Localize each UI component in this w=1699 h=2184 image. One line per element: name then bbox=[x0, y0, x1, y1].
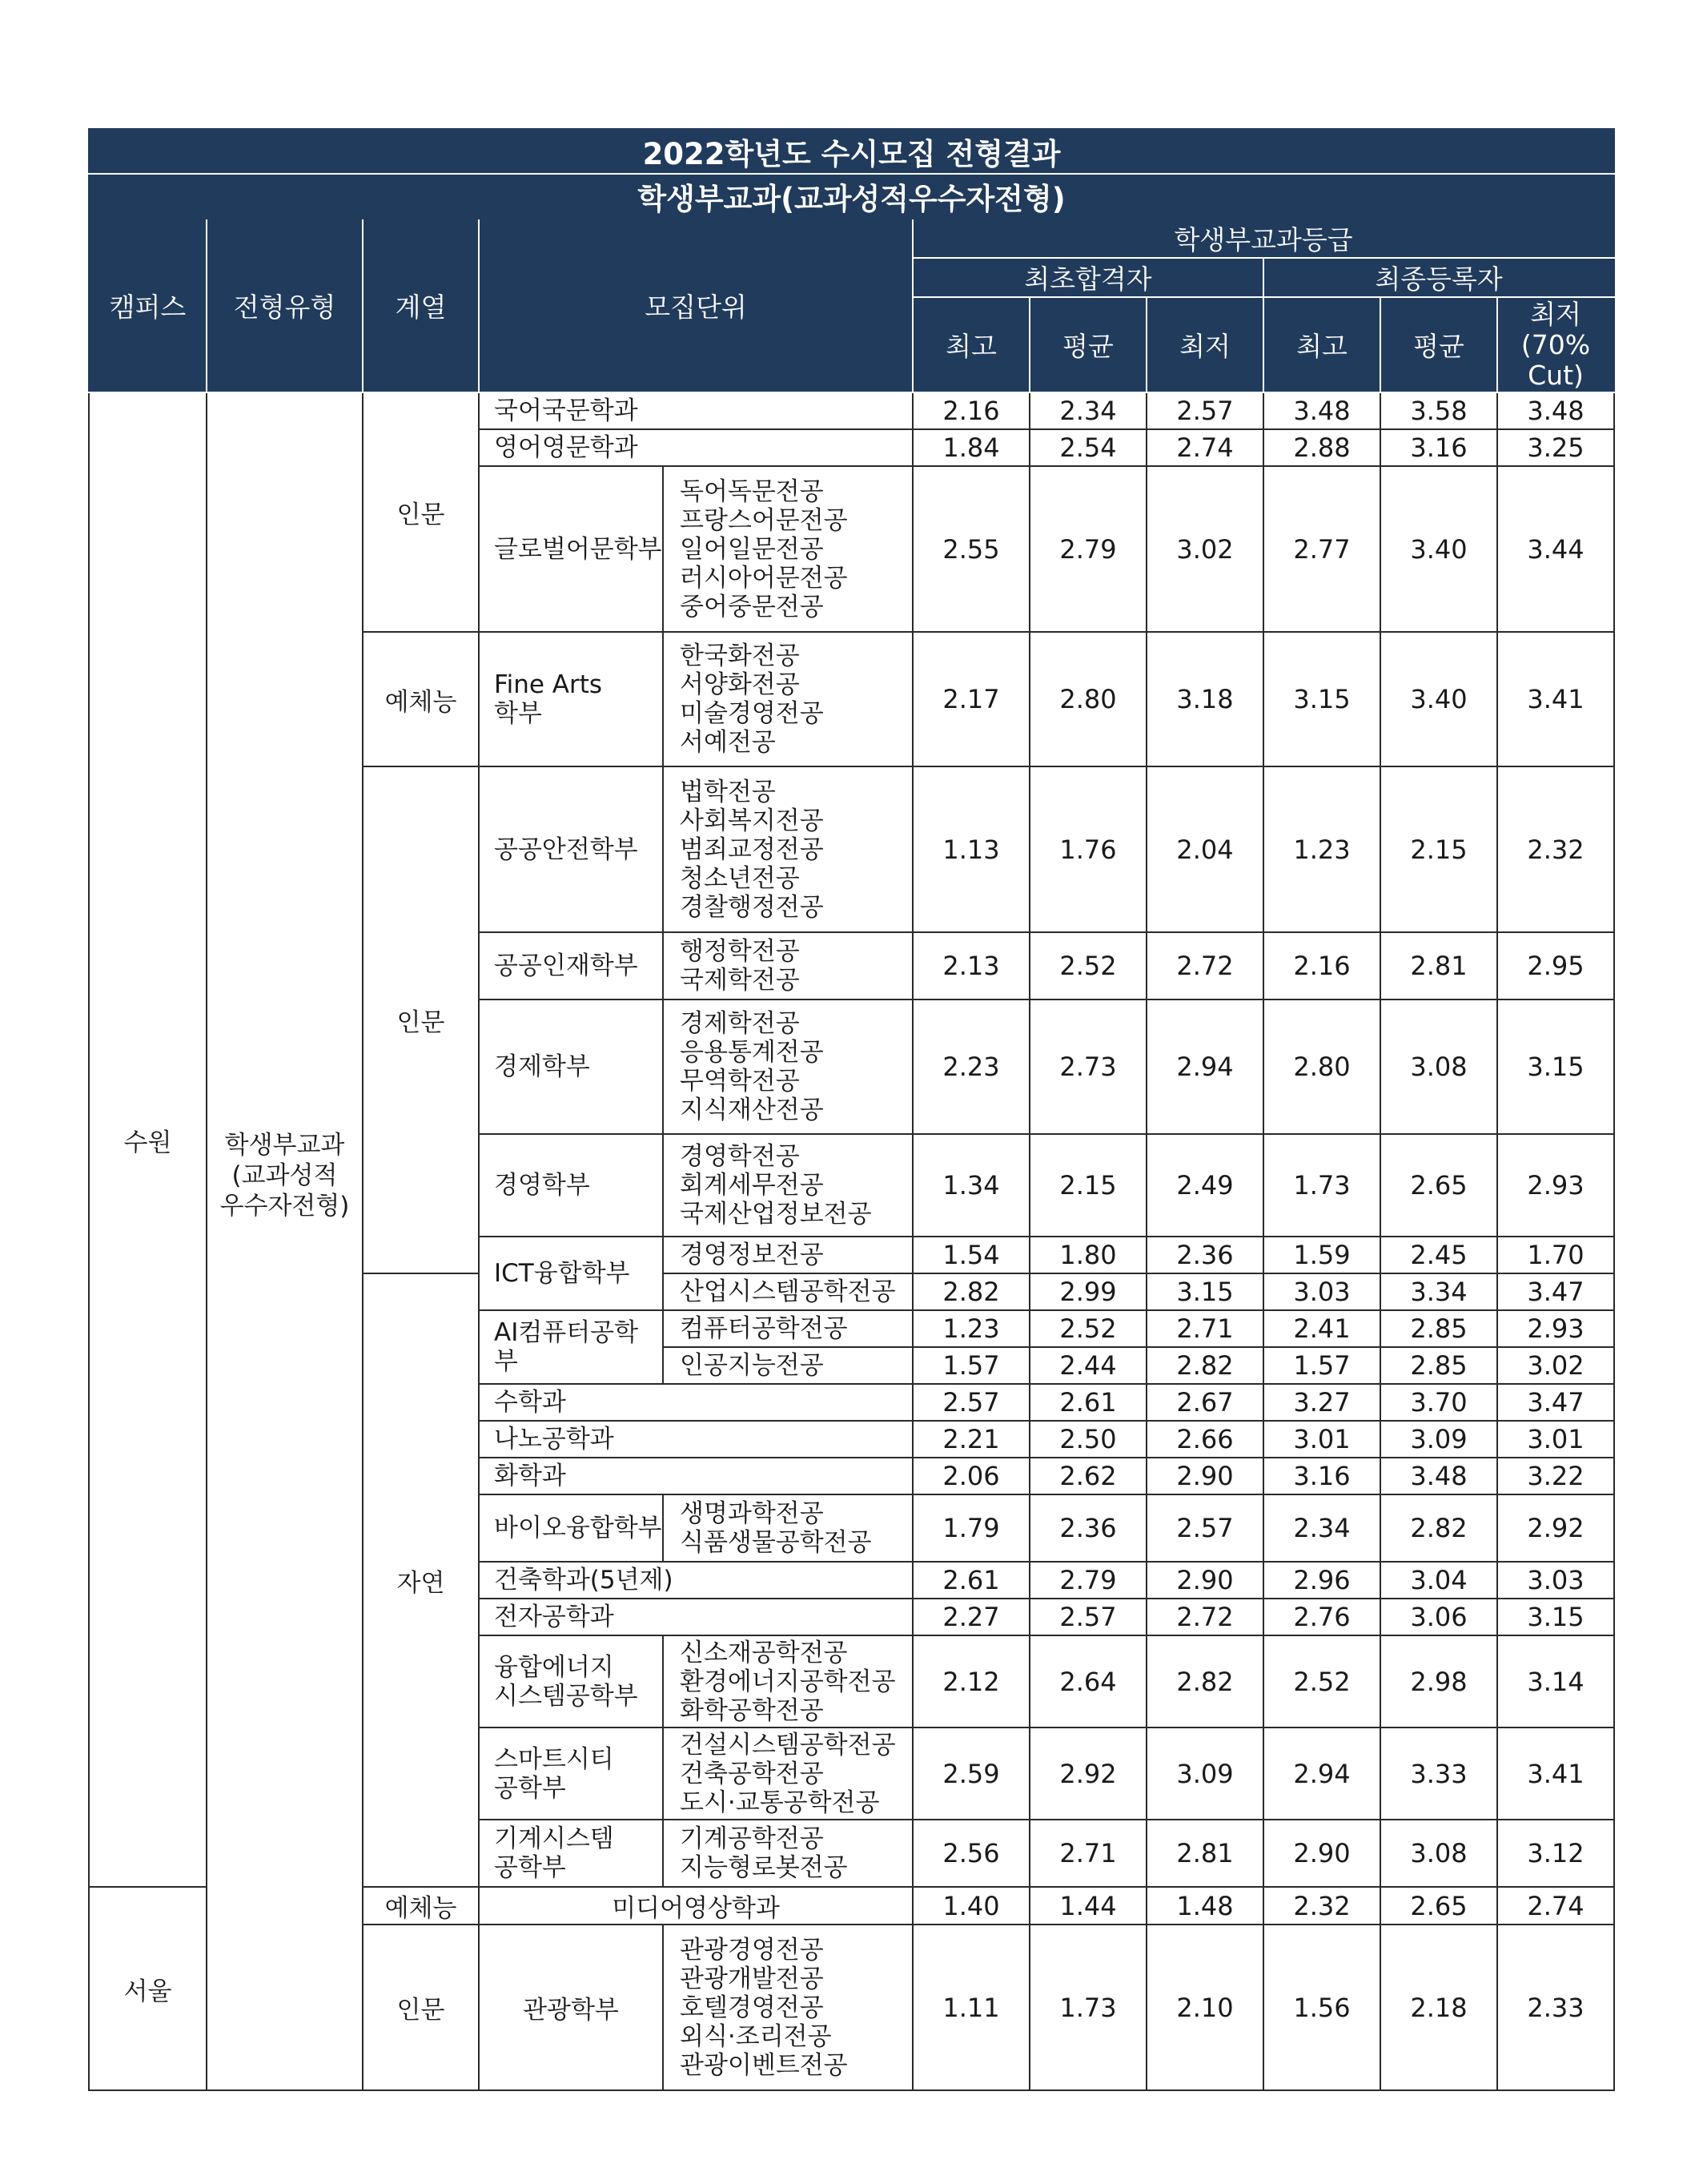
field-humanities-1: 인문 bbox=[363, 392, 479, 632]
value-first-avg: 2.61 bbox=[1030, 1384, 1147, 1421]
unit-name bbox=[479, 1635, 663, 1727]
value-final-max: 2.52 bbox=[1263, 1635, 1380, 1727]
field-humanities-3: 인문 bbox=[363, 1925, 479, 2090]
value-final-max: 3.48 bbox=[1263, 392, 1380, 429]
major-list bbox=[663, 632, 913, 766]
major-list bbox=[663, 1494, 913, 1562]
unit-name: 나노공학과 bbox=[479, 1421, 913, 1458]
unit-name-line: 기계시스템 bbox=[494, 1824, 614, 1853]
major-item: 화학공학전공 bbox=[680, 1695, 824, 1725]
major-item: 국제학전공 bbox=[680, 966, 800, 995]
major-item: 지능형로봇전공 bbox=[680, 1853, 848, 1882]
unit-name-line: 공학부 bbox=[494, 1773, 566, 1803]
value-first-avg: 2.73 bbox=[1030, 999, 1147, 1134]
value-final-avg: 3.40 bbox=[1380, 632, 1497, 766]
value-first-max: 1.23 bbox=[913, 1310, 1030, 1347]
value-first-max: 2.16 bbox=[913, 392, 1030, 429]
value-first-avg: 2.34 bbox=[1030, 392, 1147, 429]
major-item: 독어독문전공 bbox=[680, 477, 824, 506]
value-first-min: 2.82 bbox=[1147, 1347, 1263, 1384]
header-type: 전형유형 bbox=[207, 219, 363, 392]
value-final-avg: 2.82 bbox=[1380, 1494, 1497, 1562]
major-list bbox=[663, 932, 913, 999]
value-first-max: 2.55 bbox=[913, 466, 1030, 632]
value-first-avg: 2.80 bbox=[1030, 632, 1147, 766]
value-final-max: 3.15 bbox=[1263, 632, 1380, 766]
value-first-max: 2.12 bbox=[913, 1635, 1030, 1727]
major-item: 청소년전공 bbox=[680, 863, 800, 893]
unit-name: 건축학과(5년제) bbox=[479, 1562, 913, 1599]
header-campus: 캠퍼스 bbox=[89, 219, 207, 392]
major-list bbox=[663, 766, 913, 932]
value-final-max: 2.88 bbox=[1263, 429, 1380, 466]
value-first-avg: 2.15 bbox=[1030, 1134, 1147, 1237]
value-final-min70: 2.74 bbox=[1497, 1887, 1614, 1925]
value-first-max: 1.13 bbox=[913, 766, 1030, 932]
value-final-min70: 3.48 bbox=[1497, 392, 1614, 429]
admission-type-line: 학생부교과 bbox=[224, 1131, 345, 1160]
major-item: 미술경영전공 bbox=[680, 699, 824, 728]
header-grade-group: 학생부교과등급 bbox=[913, 219, 1614, 258]
value-final-min70: 2.32 bbox=[1497, 766, 1614, 932]
value-final-min70: 3.25 bbox=[1497, 429, 1614, 466]
unit-name-line: 융합에너지 bbox=[494, 1652, 614, 1682]
value-final-max: 3.16 bbox=[1263, 1458, 1380, 1494]
major-list bbox=[663, 466, 913, 632]
value-final-avg: 2.98 bbox=[1380, 1635, 1497, 1727]
value-first-max: 2.23 bbox=[913, 999, 1030, 1134]
value-final-max: 2.96 bbox=[1263, 1562, 1380, 1599]
major-item: 행정학전공 bbox=[680, 937, 800, 966]
value-final-min70: 3.01 bbox=[1497, 1421, 1614, 1458]
value-final-max: 2.34 bbox=[1263, 1494, 1380, 1562]
value-first-avg: 2.99 bbox=[1030, 1273, 1147, 1310]
major-item: 관광개발전공 bbox=[680, 1964, 824, 1993]
value-final-avg: 3.16 bbox=[1380, 429, 1497, 466]
major-item: 경제학전공 bbox=[680, 1009, 800, 1038]
value-first-min: 2.90 bbox=[1147, 1562, 1263, 1599]
value-first-min: 2.36 bbox=[1147, 1237, 1263, 1273]
major-item: 일어일문전공 bbox=[680, 534, 824, 564]
major-item: 프랑스어문전공 bbox=[680, 505, 848, 535]
value-final-avg: 3.58 bbox=[1380, 392, 1497, 429]
unit-name: 수학과 bbox=[479, 1384, 913, 1421]
unit-name: 경제학부 bbox=[479, 999, 663, 1134]
value-first-avg: 2.52 bbox=[1030, 1310, 1147, 1347]
unit-name bbox=[479, 632, 663, 766]
major-list bbox=[663, 1310, 913, 1347]
value-first-avg: 2.44 bbox=[1030, 1347, 1147, 1384]
value-first-min: 2.04 bbox=[1147, 766, 1263, 932]
admission-type-line: (교과성적 bbox=[231, 1161, 338, 1190]
unit-name: 전자공학과 bbox=[479, 1599, 913, 1635]
value-first-max: 2.13 bbox=[913, 932, 1030, 999]
unit-name: 글로벌어문학부 bbox=[479, 466, 663, 632]
major-item: 건축공학전공 bbox=[680, 1759, 824, 1788]
value-final-min70: 3.03 bbox=[1497, 1562, 1614, 1599]
major-item: 경영정보전공 bbox=[680, 1241, 824, 1269]
major-list bbox=[663, 1820, 913, 1887]
value-final-min70: 3.44 bbox=[1497, 466, 1614, 632]
value-first-max: 2.82 bbox=[913, 1273, 1030, 1310]
major-item: 러시아어문전공 bbox=[680, 563, 848, 593]
value-final-max: 2.80 bbox=[1263, 999, 1380, 1134]
value-final-avg: 2.65 bbox=[1380, 1134, 1497, 1237]
campus-seoul: 서울 bbox=[89, 1887, 207, 2090]
value-final-avg: 2.81 bbox=[1380, 932, 1497, 999]
table-row bbox=[89, 392, 1614, 429]
major-item: 신소재공학전공 bbox=[680, 1638, 848, 1667]
value-final-avg: 3.40 bbox=[1380, 466, 1497, 632]
value-final-min70: 3.22 bbox=[1497, 1458, 1614, 1494]
value-final-avg: 3.34 bbox=[1380, 1273, 1497, 1310]
major-item: 중어중문전공 bbox=[680, 592, 824, 621]
unit-name: 관광학부 bbox=[479, 1925, 663, 2090]
major-item: 국제산업정보전공 bbox=[680, 1200, 872, 1229]
major-list bbox=[663, 1925, 913, 2090]
value-first-min: 2.66 bbox=[1147, 1421, 1263, 1458]
value-final-avg: 2.18 bbox=[1380, 1925, 1497, 2090]
header-first-min: 최저 bbox=[1147, 297, 1263, 392]
value-first-min: 2.74 bbox=[1147, 429, 1263, 466]
major-item: 한국화전공 bbox=[680, 642, 800, 670]
major-list bbox=[663, 1347, 913, 1384]
major-item: 서양화전공 bbox=[680, 670, 800, 699]
value-first-avg: 2.36 bbox=[1030, 1494, 1147, 1562]
major-item: 경영학전공 bbox=[680, 1142, 800, 1171]
unit-name: 공공인재학부 bbox=[479, 932, 663, 999]
major-item: 사회복지전공 bbox=[680, 806, 824, 835]
value-first-min: 2.49 bbox=[1147, 1134, 1263, 1237]
campus-suwon: 수원 bbox=[89, 392, 207, 1887]
value-first-max: 2.17 bbox=[913, 632, 1030, 766]
header-min70-line3: Cut) bbox=[1528, 359, 1584, 391]
value-final-min70: 2.93 bbox=[1497, 1310, 1614, 1347]
value-final-avg: 2.65 bbox=[1380, 1887, 1497, 1925]
major-item: 건설시스템공학전공 bbox=[680, 1730, 896, 1760]
major-item: 관광경영전공 bbox=[680, 1935, 824, 1965]
field-humanities-2: 인문 bbox=[363, 766, 479, 1273]
value-final-max: 2.76 bbox=[1263, 1599, 1380, 1635]
unit-name: 경영학부 bbox=[479, 1134, 663, 1237]
value-first-min: 3.18 bbox=[1147, 632, 1263, 766]
value-first-min: 2.72 bbox=[1147, 932, 1263, 999]
value-first-max: 2.57 bbox=[913, 1384, 1030, 1421]
value-final-max: 2.94 bbox=[1263, 1727, 1380, 1820]
value-first-min: 2.10 bbox=[1147, 1925, 1263, 2090]
value-first-min: 2.94 bbox=[1147, 999, 1263, 1134]
major-item: 식품생물공학전공 bbox=[680, 1528, 872, 1557]
value-first-avg: 2.50 bbox=[1030, 1421, 1147, 1458]
value-final-avg: 3.04 bbox=[1380, 1562, 1497, 1599]
value-first-avg: 2.62 bbox=[1030, 1458, 1147, 1494]
unit-name-line: 학부 bbox=[494, 699, 542, 728]
value-first-min: 3.02 bbox=[1147, 466, 1263, 632]
value-final-min70: 3.02 bbox=[1497, 1347, 1614, 1384]
unit-name: ICT융합학부 bbox=[479, 1237, 663, 1310]
major-item: 호텔경영전공 bbox=[680, 1993, 824, 2022]
value-first-max: 1.34 bbox=[913, 1134, 1030, 1237]
value-final-min70: 3.14 bbox=[1497, 1635, 1614, 1727]
value-final-max: 1.59 bbox=[1263, 1237, 1380, 1273]
admission-type-cell bbox=[207, 392, 363, 2090]
admission-type-line: 우수자전형) bbox=[219, 1192, 350, 1221]
unit-name: 화학과 bbox=[479, 1458, 913, 1494]
field-arts-2: 예체능 bbox=[363, 1887, 479, 1925]
value-first-min: 2.81 bbox=[1147, 1820, 1263, 1887]
value-first-max: 1.11 bbox=[913, 1925, 1030, 2090]
header-final-min70 bbox=[1497, 297, 1614, 392]
value-first-avg: 1.44 bbox=[1030, 1887, 1147, 1925]
header-field: 계열 bbox=[363, 219, 479, 392]
header-final-reg: 최종등록자 bbox=[1263, 258, 1614, 297]
field-natural: 자연 bbox=[363, 1273, 479, 1887]
major-item: 외식·조리전공 bbox=[680, 2021, 832, 2051]
value-final-max: 2.16 bbox=[1263, 932, 1380, 999]
value-final-max: 3.27 bbox=[1263, 1384, 1380, 1421]
page-subtitle: 학생부교과(교과성적우수자전형) bbox=[89, 174, 1614, 219]
value-first-max: 1.57 bbox=[913, 1347, 1030, 1384]
major-item: 경찰행정전공 bbox=[680, 892, 824, 922]
value-first-min: 2.72 bbox=[1147, 1599, 1263, 1635]
unit-name: 미디어영상학과 bbox=[479, 1887, 913, 1925]
value-final-max: 3.03 bbox=[1263, 1273, 1380, 1310]
value-final-avg: 2.85 bbox=[1380, 1310, 1497, 1347]
unit-name: 영어영문학과 bbox=[479, 429, 913, 466]
value-final-min70: 3.41 bbox=[1497, 632, 1614, 766]
value-final-avg: 3.06 bbox=[1380, 1599, 1497, 1635]
unit-name: AI컴퓨터공학부 bbox=[479, 1310, 663, 1384]
value-first-min: 2.57 bbox=[1147, 392, 1263, 429]
value-final-min70: 2.95 bbox=[1497, 932, 1614, 999]
unit-name: 공공안전학부 bbox=[479, 766, 663, 932]
major-item: 컴퓨터공학전공 bbox=[680, 1314, 848, 1343]
value-first-avg: 2.92 bbox=[1030, 1727, 1147, 1820]
value-first-max: 2.06 bbox=[913, 1458, 1030, 1494]
major-item: 범죄교정전공 bbox=[680, 835, 824, 864]
value-first-min: 2.57 bbox=[1147, 1494, 1263, 1562]
value-first-max: 1.79 bbox=[913, 1494, 1030, 1562]
unit-name bbox=[479, 1727, 663, 1820]
value-final-min70: 3.47 bbox=[1497, 1273, 1614, 1310]
value-final-max: 2.32 bbox=[1263, 1887, 1380, 1925]
value-first-max: 2.21 bbox=[913, 1421, 1030, 1458]
major-list bbox=[663, 1273, 913, 1310]
value-first-max: 1.40 bbox=[913, 1887, 1030, 1925]
value-final-max: 1.23 bbox=[1263, 766, 1380, 932]
value-first-max: 2.56 bbox=[913, 1820, 1030, 1887]
results-table bbox=[88, 128, 1615, 2091]
major-item: 응용통계전공 bbox=[680, 1038, 824, 1067]
value-final-avg: 3.09 bbox=[1380, 1421, 1497, 1458]
value-final-max: 2.77 bbox=[1263, 466, 1380, 632]
value-final-min70: 3.47 bbox=[1497, 1384, 1614, 1421]
results-sheet bbox=[88, 128, 1613, 2091]
value-first-avg: 1.80 bbox=[1030, 1237, 1147, 1273]
header-final-max: 최고 bbox=[1263, 297, 1380, 392]
value-final-max: 1.57 bbox=[1263, 1347, 1380, 1384]
header-unit: 모집단위 bbox=[479, 219, 913, 392]
value-first-min: 1.48 bbox=[1147, 1887, 1263, 1925]
major-item: 무역학전공 bbox=[680, 1067, 800, 1096]
unit-name-line: 시스템공학부 bbox=[494, 1681, 638, 1711]
value-first-avg: 2.71 bbox=[1030, 1820, 1147, 1887]
value-first-avg: 2.64 bbox=[1030, 1635, 1147, 1727]
major-list bbox=[663, 1635, 913, 1727]
value-first-avg: 2.52 bbox=[1030, 932, 1147, 999]
value-final-min70: 3.41 bbox=[1497, 1727, 1614, 1820]
value-final-avg: 2.85 bbox=[1380, 1347, 1497, 1384]
value-final-min70: 1.70 bbox=[1497, 1237, 1614, 1273]
value-final-min70: 2.93 bbox=[1497, 1134, 1614, 1237]
unit-name: 바이오융합학부 bbox=[479, 1494, 663, 1562]
major-item: 관광이벤트전공 bbox=[680, 2050, 848, 2080]
value-first-avg: 2.57 bbox=[1030, 1599, 1147, 1635]
major-item: 서예전공 bbox=[680, 728, 776, 757]
value-final-max: 1.73 bbox=[1263, 1134, 1380, 1237]
value-first-max: 2.61 bbox=[913, 1562, 1030, 1599]
major-item: 생명과학전공 bbox=[680, 1499, 824, 1528]
value-final-min70: 3.15 bbox=[1497, 1599, 1614, 1635]
major-list bbox=[663, 1727, 913, 1820]
header-final-avg: 평균 bbox=[1380, 297, 1497, 392]
header-min70-line2: (70% bbox=[1520, 328, 1591, 360]
value-first-min: 2.82 bbox=[1147, 1635, 1263, 1727]
unit-name: 국어국문학과 bbox=[479, 392, 913, 429]
value-first-avg: 2.79 bbox=[1030, 466, 1147, 632]
unit-name-line: 공학부 bbox=[494, 1853, 566, 1882]
unit-name-line: 스마트시티 bbox=[494, 1744, 614, 1774]
value-first-max: 2.59 bbox=[913, 1727, 1030, 1820]
header-min70-line1: 최저 bbox=[1530, 298, 1581, 330]
field-arts-1: 예체능 bbox=[363, 632, 479, 766]
value-final-min70: 2.92 bbox=[1497, 1494, 1614, 1562]
value-final-min70: 3.15 bbox=[1497, 999, 1614, 1134]
major-item: 지식재산전공 bbox=[680, 1096, 824, 1124]
value-final-max: 1.56 bbox=[1263, 1925, 1380, 2090]
value-final-avg: 2.15 bbox=[1380, 766, 1497, 932]
major-item: 회계세무전공 bbox=[680, 1171, 824, 1200]
value-first-avg: 2.54 bbox=[1030, 429, 1147, 466]
value-final-avg: 3.48 bbox=[1380, 1458, 1497, 1494]
major-item: 산업시스템공학전공 bbox=[680, 1277, 896, 1306]
header-first-pass: 최초합격자 bbox=[913, 258, 1263, 297]
unit-name bbox=[479, 1820, 663, 1887]
value-final-max: 3.01 bbox=[1263, 1421, 1380, 1458]
major-item: 환경에너지공학전공 bbox=[680, 1667, 896, 1696]
value-final-avg: 3.08 bbox=[1380, 999, 1497, 1134]
value-first-max: 1.54 bbox=[913, 1237, 1030, 1273]
value-first-avg: 1.76 bbox=[1030, 766, 1147, 932]
page-title: 2022학년도 수시모집 전형결과 bbox=[89, 129, 1614, 174]
major-list bbox=[663, 1134, 913, 1237]
header-first-avg: 평균 bbox=[1030, 297, 1147, 392]
value-final-min70: 2.33 bbox=[1497, 1925, 1614, 2090]
unit-name-line: Fine Arts bbox=[494, 670, 603, 699]
value-first-min: 3.15 bbox=[1147, 1273, 1263, 1310]
value-final-avg: 3.70 bbox=[1380, 1384, 1497, 1421]
major-item: 기계공학전공 bbox=[680, 1824, 824, 1853]
major-item: 인공지능전공 bbox=[680, 1351, 824, 1380]
major-list bbox=[663, 1237, 913, 1273]
value-first-max: 1.84 bbox=[913, 429, 1030, 466]
value-first-avg: 2.79 bbox=[1030, 1562, 1147, 1599]
major-item: 도시·교통공학전공 bbox=[680, 1788, 880, 1817]
value-final-min70: 3.12 bbox=[1497, 1820, 1614, 1887]
value-first-min: 2.71 bbox=[1147, 1310, 1263, 1347]
major-list bbox=[663, 999, 913, 1134]
value-final-avg: 2.45 bbox=[1380, 1237, 1497, 1273]
value-first-max: 2.27 bbox=[913, 1599, 1030, 1635]
value-final-avg: 3.08 bbox=[1380, 1820, 1497, 1887]
value-final-avg: 3.33 bbox=[1380, 1727, 1497, 1820]
value-first-avg: 1.73 bbox=[1030, 1925, 1147, 2090]
major-item: 법학전공 bbox=[680, 777, 776, 806]
value-final-max: 2.41 bbox=[1263, 1310, 1380, 1347]
value-final-max: 2.90 bbox=[1263, 1820, 1380, 1887]
value-first-min: 2.67 bbox=[1147, 1384, 1263, 1421]
header-first-max: 최고 bbox=[913, 297, 1030, 392]
value-first-min: 3.09 bbox=[1147, 1727, 1263, 1820]
value-first-min: 2.90 bbox=[1147, 1458, 1263, 1494]
